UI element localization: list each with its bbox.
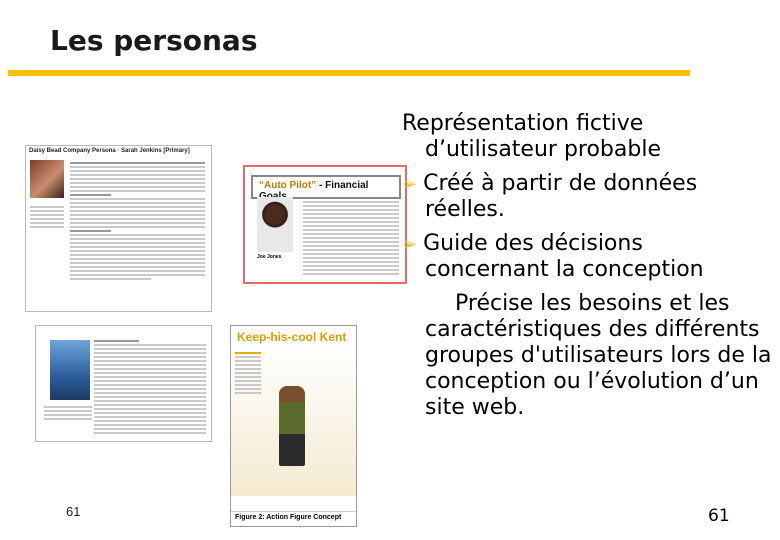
thumbnail-page-number: 61 (66, 504, 81, 519)
persona-document-thumbnail-2 (243, 165, 407, 284)
poster-caption: Figure 2: Action Figure Concept (231, 511, 356, 526)
persona-photo (30, 160, 64, 198)
persona-name: Joe Jones (257, 254, 282, 260)
persona-doc-text (94, 338, 206, 436)
persona-document-thumbnail-3 (35, 325, 212, 442)
persona-poster-thumbnail (230, 325, 357, 527)
persona-doc-header: Daisy Bead Company Persona · Sarah Jenkins [Primary] (29, 148, 190, 154)
page-number: 61 (708, 506, 730, 526)
paragraph-line: Précise les besoins et les (455, 291, 730, 316)
persona-document-thumbnail-1 (25, 145, 212, 312)
bullet-item: ➢ Guide des décisions (402, 231, 643, 256)
arrow-bullet-icon: ➢ (402, 174, 418, 195)
persona-photo (50, 340, 90, 400)
poster-title: Keep-his-cool Kent (237, 330, 347, 344)
persona-doc-sidebar (44, 404, 92, 422)
slide-title: Les personas (50, 24, 258, 57)
paragraph-line: groupes d'utilisateurs lors de la (425, 343, 772, 368)
bullet-item-continued: concernant la conception (425, 257, 704, 282)
paragraph-line: conception ou l’évolution d’un (425, 369, 759, 394)
arrow-bullet-icon: ➢ (402, 234, 418, 255)
body-line: d’utilisateur probable (425, 137, 661, 162)
persona-doc-text (70, 160, 205, 282)
persona-goals-text (303, 199, 399, 277)
persona-photo (257, 197, 293, 252)
title-underline (8, 70, 690, 76)
poster-text-column (235, 350, 261, 490)
paragraph-line: site web. (425, 395, 525, 420)
action-figure-image (279, 386, 305, 466)
bullet-item-continued: réelles. (425, 197, 505, 222)
bullet-item: ➢ Créé à partir de données (402, 171, 698, 196)
persona-goals-banner: “Auto Pilot” - Financial (251, 175, 401, 199)
body-line: Représentation fictive (402, 111, 644, 136)
persona-doc-sidebar (30, 204, 64, 230)
paragraph-line: caractéristiques des différents (425, 317, 760, 342)
